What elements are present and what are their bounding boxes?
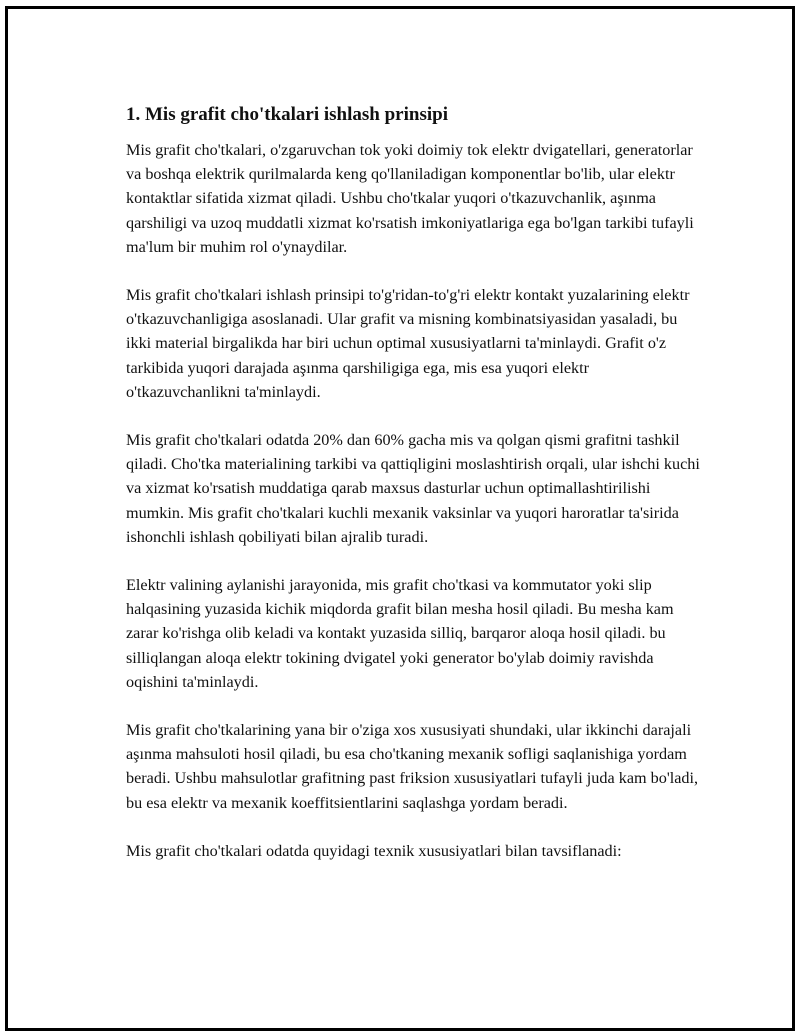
section-heading: 1. Mis grafit cho'tkalari ishlash prinsipi bbox=[126, 104, 448, 125]
paragraph-6: Mis grafit cho'tkalari odatda quyidagi texnik xususiyatlari bilan tavsiflanadi: bbox=[126, 841, 622, 860]
paragraph-4: Elektr valining aylanishi jarayonida, mis grafit cho'tkasi va kommutator yoki slip halqasining yuzasida kichik miqdorda grafit bilan mesha hosil qiladi. Bu mesha kam zarar ko'rishga olib keladi va kontakt yuzasida silliq, barqaror aloqa hosil qiladi. bu silliqlangan aloqa elektr tokining dvigatel yoki generator bo'ylab doimiy ravishda oqishini ta'minlaydi. bbox=[126, 576, 674, 691]
document-body bbox=[122, 102, 702, 887]
paragraph-5: Mis grafit cho'tkalarining yana bir o'ziga xos xususiyati shundaki, ular ikkinchi darajali aşınma mahsuloti hosil qiladi, bu esa cho'tkaning mexanik sofligi saqlanishiga yordam beradi. Ushbu mahsulotlar grafitning past friksion xususiyatlari tufayli juda kam bo'ladi, bu esa elektr va mexanik koeffitsientlarini saqlashga yordam beradi. bbox=[126, 721, 699, 812]
page-frame bbox=[5, 6, 795, 1031]
paragraph-1: Mis grafit cho'tkalari, o'zgaruvchan tok yoki doimiy tok elektr dvigatellari, generatorlar va boshqa elektrik qurilmalarda keng qo'llaniladigan komponentlar bo'lib, ular elektr kontaktlar sifatida xizmat qiladi. Ushbu cho'tkalar yuqori o'tkazuvchanlik, aşınma qarshiligi va uzoq muddatli xizmat ko'rsatish imkoniyatlariga ega bo'lgan tarkibi tufayli ma'lum bir muhim rol o'ynaydilar. bbox=[126, 141, 694, 256]
paragraph-2: Mis grafit cho'tkalari ishlash prinsipi to'g'ridan-to'g'ri elektr kontakt yuzalarining elektr o'tkazuvchanligiga asoslanadi. Ular grafit va misning kombinatsiyasidan yasaladi, bu ikki material birgalikda har biri uchun optimal xususiyatlarni ta'minlaydi. Grafit o'z tarkibida yuqori darajada aşınma qarshiligiga ega, mis esa yuqori elektr o'tkazuvchanlikni ta'minlaydi. bbox=[126, 286, 690, 401]
paragraph-3: Mis grafit cho'tkalari odatda 20% dan 60% gacha mis va qolgan qismi grafitni tashkil qiladi. Cho'tka materialining tarkibi va qattiqligini moslashtirish orqali, ular ishchi kuchi va xizmat ko'rsatish muddatiga qarab maxsus dasturlar uchun optimallashtirilishi mumkin. Mis grafit cho'tkalari kuchli mexanik vaksinlar va yuqori haroratlar ta'sirida ishonchli ishlash qobiliyati bilan ajralib turadi. bbox=[126, 431, 700, 546]
